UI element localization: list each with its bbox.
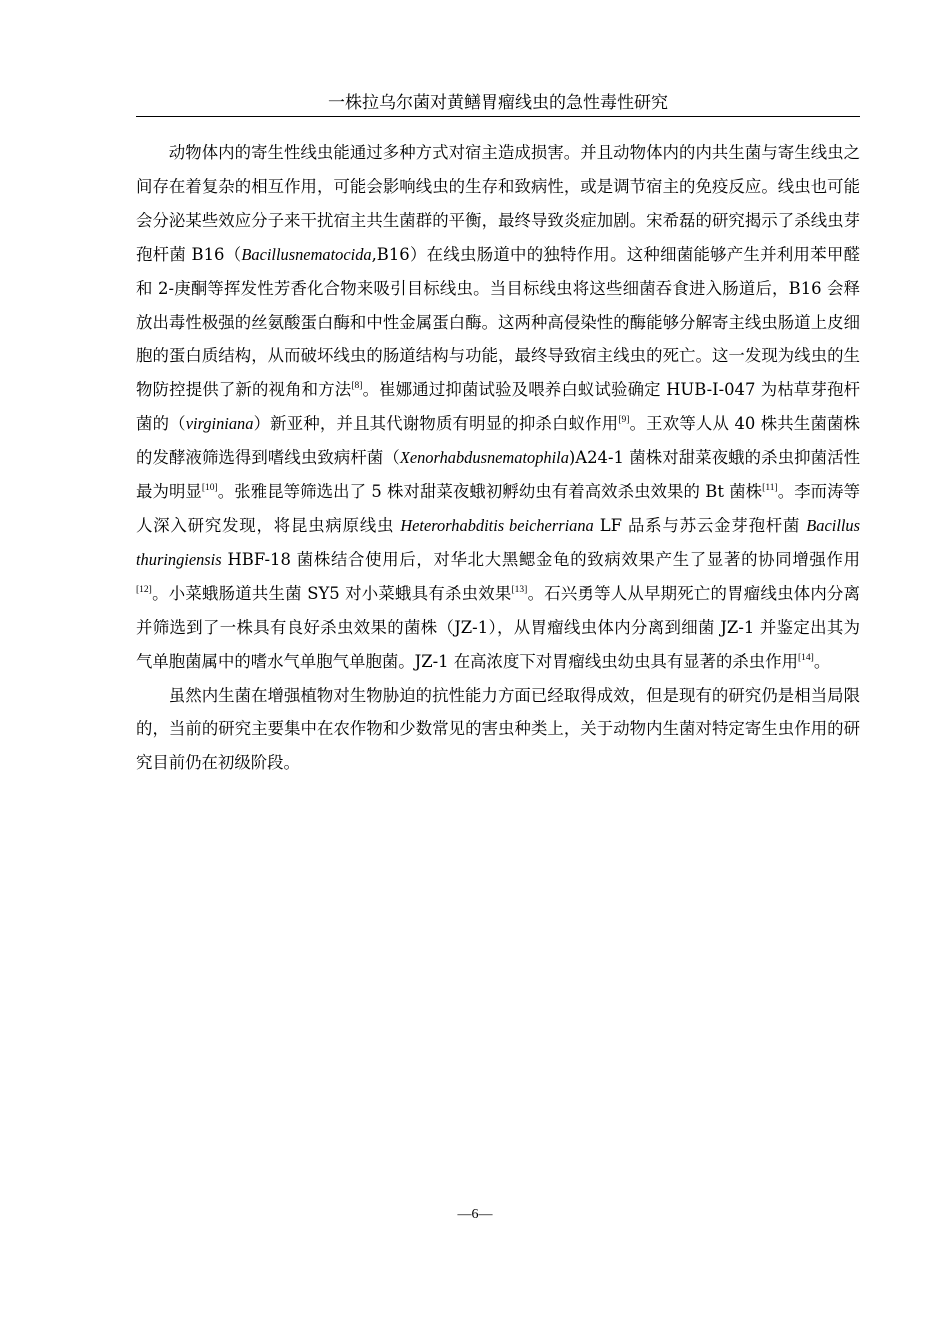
text-segment: 。崔娜通过抑菌试验及喂养白蚁试验确定 HUB-I-047 为枯草芽孢杆菌的（ bbox=[136, 380, 860, 434]
page-header bbox=[136, 92, 860, 117]
paragraph-2: 虽然内生菌在增强植物对生物胁迫的抗性能力方面已经取得成效，但是现有的研究仍是相当局限的，当前的研究主要集中在农作物和少数常见的害虫种类上，关于动物内生菌对特定寄生虫作用的研究目前仍在初级阶段。 bbox=[136, 685, 860, 773]
text-segment: ,B16）在线虫肠道中的独特作用。这种细菌能够产生并利用苯甲醛和 2-庚酮等挥发性芳香化合物来吸引目标线虫。当目标线虫将这些细菌吞食进入肠道后，B16 会释放出毒性极强的丝氨酸蛋白酶和中性金属蛋白酶。这两种高侵染性的酶能够分解寄主线虫肠道上皮细胞的蛋白质结构，从而破坏线虫的肠道结构与功能，最终导致宿主线虫的死亡。这一发现为线虫的生物防控提供了新的视角和方法 bbox=[136, 244, 860, 400]
citation-ref: [10] bbox=[201, 482, 218, 493]
citation-ref: [9] bbox=[618, 415, 630, 426]
text-segment: LF 品系与苏云金芽孢杆菌 bbox=[593, 515, 807, 535]
species-name: Bacillus thuringiensis bbox=[136, 515, 860, 569]
text-segment: 。王欢等人从 40 株共生菌菌株的发酵液筛选得到嗜线虫致病杆菌（ bbox=[136, 414, 860, 468]
species-name: virginiana bbox=[185, 414, 254, 434]
text-segment: 。李而涛等人深入研究发现，将昆虫病原线虫 bbox=[136, 482, 861, 535]
text-segment: ）新亚种，并且其代谢物质有明显的抑杀白蚁作用 bbox=[253, 414, 619, 434]
paragraph-1 bbox=[136, 136, 860, 679]
text-segment: HBF-18 菌株结合使用后，对华北大黑鳃金龟的致病效果产生了显著的协同增强作用 bbox=[221, 549, 860, 569]
species-name: Xenorhabdusnematophila bbox=[399, 448, 569, 468]
species-name: Heterorhabditis beicherriana bbox=[400, 515, 594, 535]
text-segment: 。张雅昆等筛选出了 5 株对甜菜夜蛾初孵幼虫有着高效杀虫效果的 Bt 菌株 bbox=[217, 482, 763, 502]
body-text bbox=[136, 136, 860, 780]
page-number: —6— bbox=[457, 1207, 493, 1222]
text-segment: 。石兴勇等人从早期死亡的胃瘤线虫体内分离并筛选到了一株具有良好杀虫效果的菌株（JZ-1），从胃瘤线虫体内分离到细菌 JZ-1 并鉴定出其为气单胞菌属中的嗜水气单胞气单胞菌。JZ-1 在高浓度下对胃瘤线虫幼虫具有显著的杀虫作用 bbox=[136, 583, 860, 671]
text-segment: )A24-1 菌株对甜菜夜蛾的杀虫抑菌活性最为明显 bbox=[136, 448, 861, 502]
citation-ref: [8] bbox=[351, 381, 363, 392]
text-segment: 。小菜蛾肠道共生菌 SY5 对小菜蛾具有杀虫效果 bbox=[151, 583, 512, 603]
text-segment: 。 bbox=[813, 651, 831, 671]
citation-ref: [11] bbox=[762, 482, 778, 493]
text-segment: 动物体内的寄生性线虫能通过多种方式对宿主造成损害。并且动物体内的内共生菌与寄生线虫之间存在着复杂的相互作用，可能会影响线虫的生存和致病性，或是调节宿主的免疫反应。线虫也可能会分泌某些效应分子来干扰宿主共生菌群的平衡，最终导致炎症加剧。宋希磊的研究揭示了杀线虫芽孢杆菌 B16（ bbox=[136, 143, 860, 264]
citation-ref: [14] bbox=[797, 652, 814, 663]
header-title: 一株拉乌尔菌对黄鳝胃瘤线虫的急性毒性研究 bbox=[328, 93, 668, 113]
citation-ref: [13] bbox=[511, 584, 528, 595]
citation-ref: [12] bbox=[136, 584, 152, 595]
species-name: Bacillusnematocida bbox=[241, 244, 372, 264]
